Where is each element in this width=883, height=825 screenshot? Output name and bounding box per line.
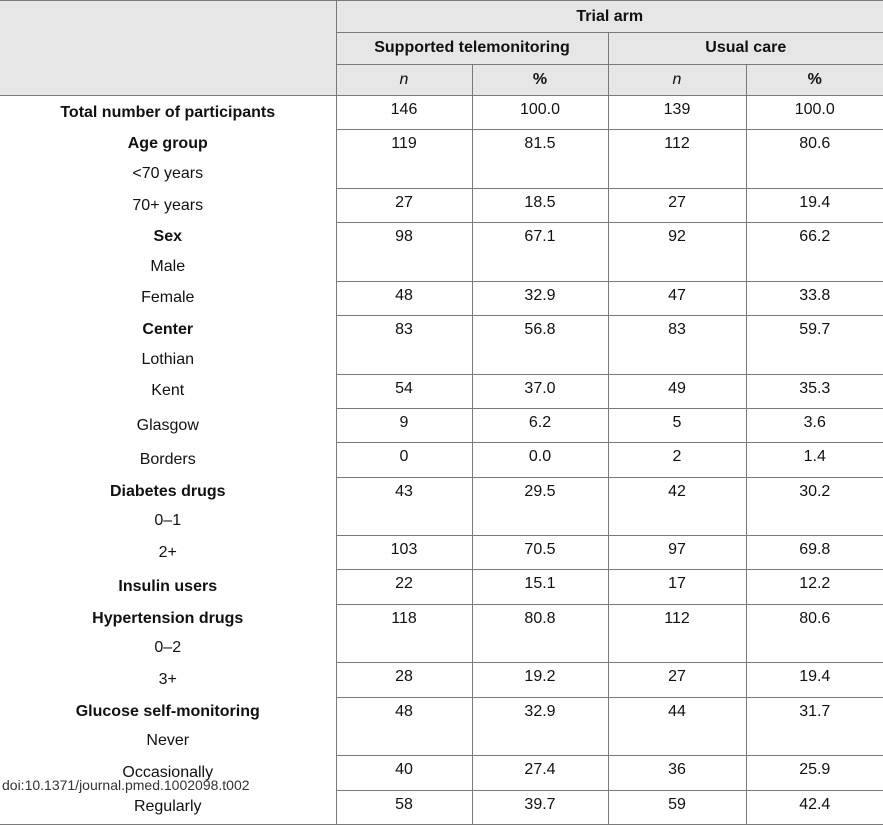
row-label: Hypertension drugs: [92, 609, 244, 627]
table-body: [0, 96, 883, 825]
arm2-n-cell: 44: [608, 697, 746, 756]
table-row: [0, 790, 883, 824]
row-label: Lothian: [141, 350, 194, 368]
row-label: Occasionally: [122, 763, 214, 781]
arm2-n-cell: 36: [608, 756, 746, 790]
row-label: 2+: [158, 543, 177, 561]
row-label: Never: [146, 732, 190, 750]
arm2-n-cell: 27: [608, 188, 746, 222]
arm1-pct-cell: 100.0: [472, 96, 608, 130]
row-label: 3+: [158, 670, 177, 688]
arm1-n-cell: 28: [336, 663, 472, 697]
row-label: Insulin users: [118, 578, 218, 596]
table-row: [0, 443, 883, 477]
arm2-n-cell: 83: [608, 316, 746, 375]
table-row: [0, 604, 883, 633]
doi-footnote: doi:10.1371/journal.pmed.1002098.t002: [2, 777, 250, 793]
row-label: Kent: [151, 382, 185, 400]
arm1-n-cell: 119: [336, 130, 472, 189]
arm2-n-cell: 59: [608, 790, 746, 824]
arm1-n-cell: 22: [336, 570, 472, 604]
arm2-n-cell: 5: [608, 408, 746, 442]
arm1-n-cell: 27: [336, 188, 472, 222]
arm2-pct-cell: 30.2: [746, 477, 883, 536]
arm1-n-cell: 146: [336, 96, 472, 130]
arm2-pct-cell: 1.4: [746, 443, 883, 477]
arm1-n-cell: 103: [336, 536, 472, 570]
arm1-pct-cell: 19.2: [472, 663, 608, 697]
table-row: [0, 188, 883, 222]
arm1-n-cell: 48: [336, 281, 472, 315]
arm2-pct-cell: 31.7: [746, 697, 883, 756]
arm1-pct-cell: 32.9: [472, 697, 608, 756]
arm2-n-cell: 139: [608, 96, 746, 130]
arm1-pct-cell: 32.9: [472, 281, 608, 315]
table-row: [0, 96, 883, 130]
arm2-pct-header: %: [746, 64, 883, 96]
arm1-pct-cell: 81.5: [472, 130, 608, 189]
trial-arm-header: Trial arm: [336, 1, 883, 33]
arm2-n-cell: 112: [608, 604, 746, 663]
arm1-n-cell: 98: [336, 223, 472, 282]
arm1-pct-cell: 27.4: [472, 756, 608, 790]
row-label: Borders: [139, 450, 196, 468]
arm2-pct-cell: 12.2: [746, 570, 883, 604]
table-row: [0, 130, 883, 159]
arm2-pct-cell: 42.4: [746, 790, 883, 824]
arm1-n-header: n: [336, 64, 472, 96]
arm1-pct-cell: 0.0: [472, 443, 608, 477]
arm1-n-cell: 58: [336, 790, 472, 824]
table-row: [0, 374, 883, 408]
table-row: [0, 697, 883, 726]
row-label: Glucose self-monitoring: [75, 702, 260, 720]
row-label: <70 years: [132, 164, 204, 182]
header-corner: [0, 1, 336, 33]
table-row: [0, 536, 883, 570]
arm1-n-cell: 83: [336, 316, 472, 375]
arm2-n-cell: 27: [608, 663, 746, 697]
row-label: Female: [141, 289, 195, 307]
arm2-n-cell: 97: [608, 536, 746, 570]
arm2-pct-cell: 33.8: [746, 281, 883, 315]
arm1-pct-cell: 37.0: [472, 374, 608, 408]
arm1-n-cell: 54: [336, 374, 472, 408]
arm1-pct-cell: 67.1: [472, 223, 608, 282]
arm2-n-cell: 112: [608, 130, 746, 189]
arm1-header: Supported telemonitoring: [336, 33, 608, 65]
header-corner-2: [0, 33, 336, 65]
table-row: [0, 281, 883, 315]
table-row: [0, 316, 883, 345]
row-label: 70+ years: [132, 196, 204, 214]
row-label: Age group: [127, 135, 208, 153]
row-label: Glasgow: [136, 416, 199, 434]
table-row: [0, 570, 883, 604]
arm1-n-cell: 9: [336, 408, 472, 442]
arm2-pct-cell: 100.0: [746, 96, 883, 130]
arm1-n-cell: 118: [336, 604, 472, 663]
arm2-n-cell: 17: [608, 570, 746, 604]
arm2-pct-cell: 35.3: [746, 374, 883, 408]
arm2-n-cell: 42: [608, 477, 746, 536]
arm2-pct-cell: 69.8: [746, 536, 883, 570]
arm1-pct-cell: 39.7: [472, 790, 608, 824]
arm1-pct-cell: 29.5: [472, 477, 608, 536]
row-label: Regularly: [0, 790, 336, 824]
arm2-pct-cell: 3.6: [746, 408, 883, 442]
row-label: 0–2: [154, 639, 182, 657]
table-row: [0, 477, 883, 506]
arm2-n-cell: 2: [608, 443, 746, 477]
arm1-pct-cell: 70.5: [472, 536, 608, 570]
table-row: [0, 663, 883, 697]
arm1-n-cell: 0: [336, 443, 472, 477]
arm1-pct-cell: 15.1: [472, 570, 608, 604]
row-label: Male: [150, 257, 186, 275]
arm1-n-cell: 43: [336, 477, 472, 536]
row-label: Total number of participants: [0, 96, 336, 130]
row-label: Sex: [153, 228, 182, 246]
arm1-pct-cell: 6.2: [472, 408, 608, 442]
arm2-n-cell: 49: [608, 374, 746, 408]
arm2-n-header: n: [608, 64, 746, 96]
table-row: [0, 223, 883, 252]
arm1-pct-cell: 80.8: [472, 604, 608, 663]
header-corner-3: [0, 64, 336, 96]
arm2-pct-cell: 80.6: [746, 604, 883, 663]
arm1-n-cell: 40: [336, 756, 472, 790]
arm2-n-cell: 47: [608, 281, 746, 315]
arm2-pct-cell: 80.6: [746, 130, 883, 189]
arm2-n-cell: 92: [608, 223, 746, 282]
arm2-pct-cell: 66.2: [746, 223, 883, 282]
arm2-pct-cell: 19.4: [746, 663, 883, 697]
arm2-header: Usual care: [608, 33, 883, 65]
row-label: 0–1: [154, 512, 182, 529]
arm1-n-cell: 48: [336, 697, 472, 756]
arm1-pct-cell: 18.5: [472, 188, 608, 222]
table-row: [0, 408, 883, 442]
arm2-pct-cell: 59.7: [746, 316, 883, 375]
row-label: Center: [142, 321, 194, 339]
arm2-pct-cell: 25.9: [746, 756, 883, 790]
arm1-pct-cell: 56.8: [472, 316, 608, 375]
arm1-pct-header: %: [472, 64, 608, 96]
arm2-pct-cell: 19.4: [746, 188, 883, 222]
row-label: Diabetes drugs: [109, 482, 226, 500]
